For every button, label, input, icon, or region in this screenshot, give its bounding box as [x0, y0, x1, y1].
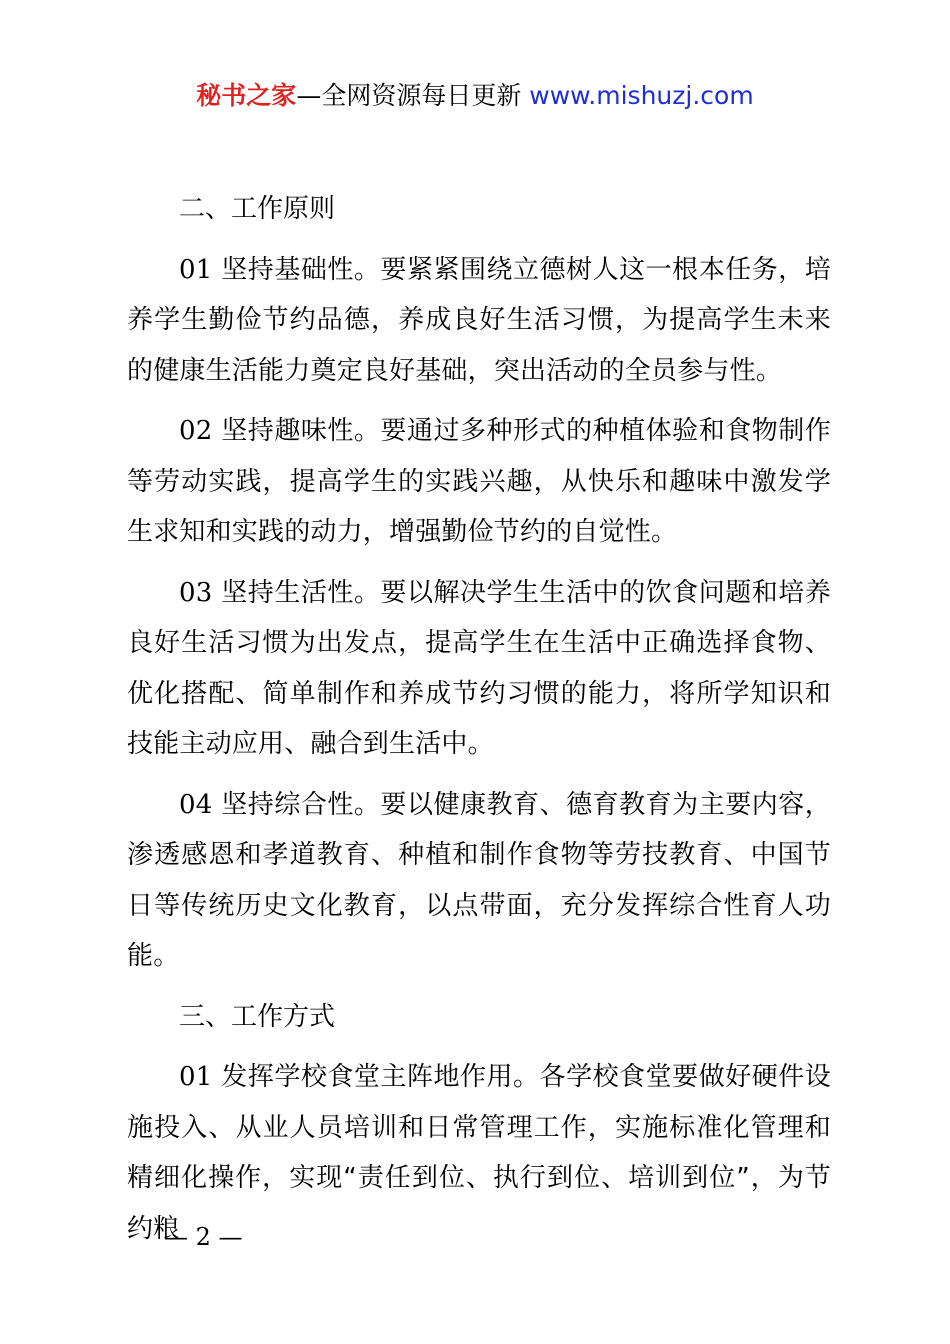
item-number: 04 — [179, 789, 213, 820]
header-slogan: —全网资源每日更新 — [296, 81, 530, 110]
item-number: 01 — [179, 254, 213, 285]
paragraph-principle-4 — [127, 780, 831, 982]
paragraph-text: 坚持生活性。要以解决学生生活中的饮食问题和培养良好生活习惯为出发点，提高学生在生活中正确选择食物、优化搭配、简单制作和养成节约习惯的能力，将所学知识和技能主动应用、融合到生活中。 — [127, 577, 831, 759]
paragraph-text: 发挥学校食堂主阵地作用。各学校食堂要做好硬件设施投入、从业人员培训和日常管理工作，实施标准化管理和精细化操作，实现“责任到位、执行到位、培训到位”，为节约粮 — [127, 1062, 831, 1244]
paragraph-text: 坚持基础性。要紧紧围绕立德树人这一根本任务，培养学生勤俭节约品德，养成良好生活习惯，为提高学生未来的健康生活能力奠定良好基础，突出活动的全员参与性。 — [127, 254, 831, 386]
section-heading-methods: 三、工作方式 — [179, 1001, 336, 1032]
item-number: 01 — [179, 1062, 213, 1092]
paragraph-principle-1 — [127, 245, 831, 397]
paragraph-principle-3 — [127, 568, 831, 770]
site-url-link[interactable]: www.mishuzj.com — [529, 81, 754, 110]
page-header — [0, 80, 950, 112]
item-number: 02 — [179, 416, 213, 446]
section-heading-principles: 二、工作原则 — [179, 194, 336, 224]
item-number: 03 — [179, 577, 213, 608]
paragraph-text: 坚持趣味性。要通过多种形式的种植体验和食物制作等劳动实践，提高学生的实践兴趣，从快乐和趣味中激发学生求知和实践的动力，增强勤俭节约的自觉性。 — [127, 416, 831, 547]
page-number: — 2 — — [164, 1223, 243, 1251]
paragraph-text: 坚持综合性。要以健康教育、德育教育为主要内容，渗透感恩和孝道教育、种植和制作食物等劳技教育、中国节日等传统历史文化教育，以点带面，充分发挥综合性育人功能。 — [127, 789, 831, 971]
paragraph-principle-2 — [127, 406, 831, 558]
document-body — [127, 184, 831, 1264]
brand-name: 秘书之家 — [196, 81, 297, 110]
